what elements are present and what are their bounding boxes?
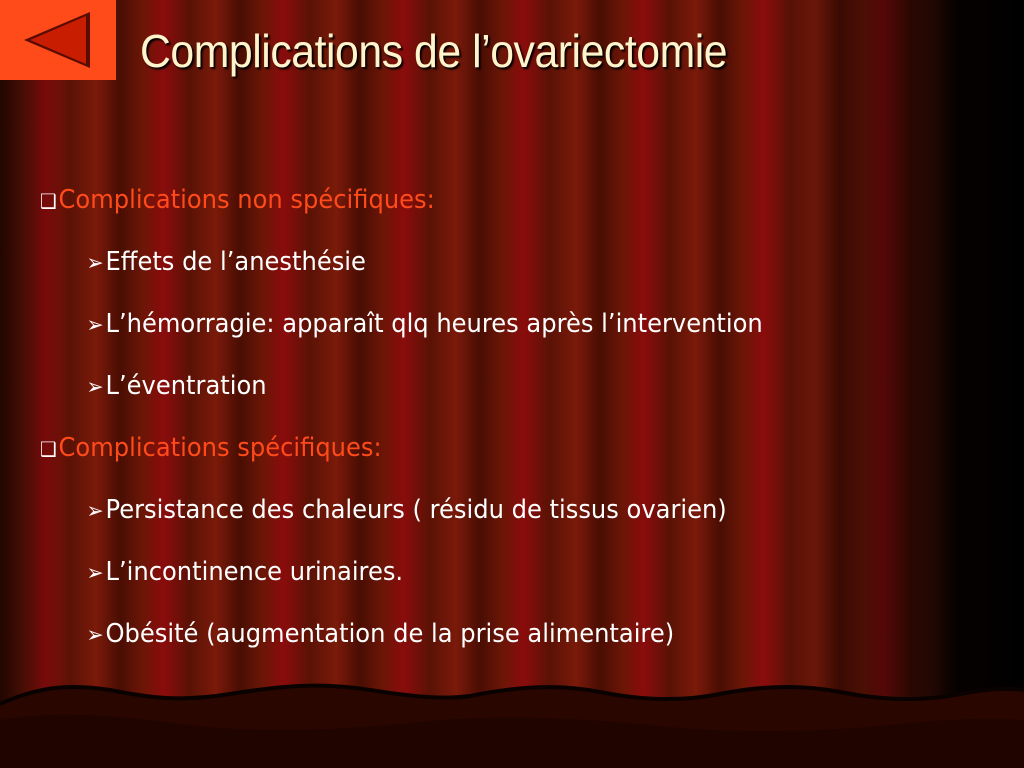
list-item-text: Obésité (augmentation de la prise alimentaire) [105, 619, 675, 649]
back-button[interactable] [0, 0, 116, 80]
arrow-bullet-icon: ➢ [86, 375, 104, 400]
section-heading [40, 428, 933, 490]
list-item-text: Persistance des chaleurs ( résidu de tissus ovarien) [105, 495, 727, 525]
slide-content [40, 180, 1000, 676]
arrow-bullet-icon: ➢ [86, 561, 104, 586]
list-item [40, 242, 933, 304]
section-heading-text: Complications spécifiques: [58, 433, 382, 463]
curtain-valance [0, 680, 1024, 768]
arrow-bullet-icon: ➢ [86, 313, 104, 338]
checkbox-bullet-icon: ❑ [40, 189, 57, 213]
list-item [40, 366, 933, 428]
back-triangle-icon [20, 10, 96, 70]
section-heading [40, 180, 933, 242]
checkbox-bullet-icon: ❑ [40, 437, 57, 461]
arrow-bullet-icon: ➢ [86, 251, 104, 276]
list-item [40, 304, 933, 366]
arrow-bullet-icon: ➢ [86, 499, 104, 524]
list-item-text: L’incontinence urinaires. [105, 557, 404, 587]
list-item-text: Effets de l’anesthésie [105, 247, 366, 277]
list-item [40, 552, 933, 614]
list-item-text: L’hémorragie: apparaît qlq heures après l’intervention [105, 309, 763, 339]
slide-title: Complications de l’ovariectomie [140, 25, 728, 77]
list-item-text: L’éventration [105, 371, 267, 401]
list-item [40, 490, 933, 552]
arrow-bullet-icon: ➢ [86, 623, 104, 648]
list-item [40, 614, 933, 676]
section-heading-text: Complications non spécifiques: [58, 185, 435, 215]
